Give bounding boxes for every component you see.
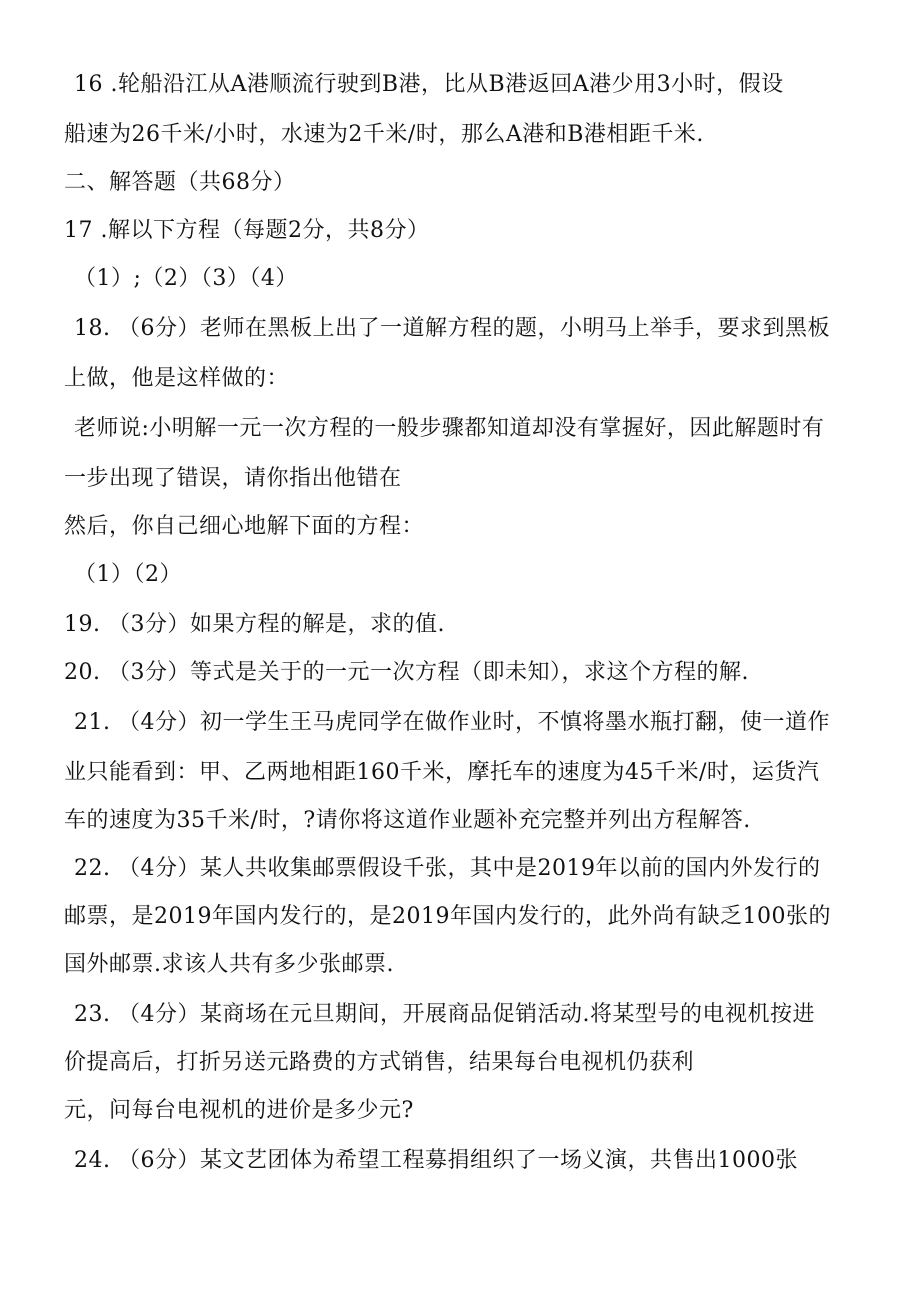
text-line: （1）（2）	[74, 562, 182, 587]
text-line: 22. （4分）某人共收集邮票假设千张，其中是2019年以前的国内外发行的	[74, 856, 821, 881]
text-line: 23. （4分）某商场在元旦期间，开展商品促销活动.将某型号的电视机按进	[74, 1002, 815, 1027]
section-heading: 二、解答题（共68分）	[64, 170, 296, 195]
text-line: 19. （3分）如果方程的解是，求的值.	[64, 612, 445, 637]
text-line: 国外邮票.求该人共有多少张邮票.	[64, 952, 394, 977]
text-line: 21. （4分）初一学生王马虎同学在做作业时，不慎将墨水瓶打翻，使一道作	[74, 710, 830, 735]
text-line: 价提高后，打折另送元路费的方式销售，结果每台电视机仍获利	[64, 1050, 695, 1075]
text-line: 车的速度为35千米/时，?请你将这道作业题补充完整并列出方程解答.	[64, 808, 751, 833]
text-line: 老师说:小明解一元一次方程的一般步骤都知道却没有掌握好，因此解题时有	[74, 416, 825, 441]
text-line: 邮票，是2019年国内发行的，是2019年国内发行的，此外尚有缺乏100张的	[64, 904, 831, 929]
text-line: 16 .轮船沿江从A港顺流行驶到B港，比从B港返回A港少用3小时，假设	[74, 72, 784, 97]
text-line: 20. （3分）等式是关于的一元一次方程（即未知），求这个方程的解.	[64, 660, 749, 685]
text-line: 业只能看到：甲、乙两地相距160千米，摩托车的速度为45千米/时，运货汽	[64, 760, 820, 785]
text-line: 24. （6分）某文艺团体为希望工程募捐组织了一场义演，共售出1000张	[74, 1148, 798, 1173]
text-line: （1）;（2）（3）（4）	[74, 266, 298, 291]
text-line: 18. （6分）老师在黑板上出了一道解方程的题，小明马上举手，要求到黑板	[74, 316, 830, 341]
text-line: 然后，你自己细心地解下面的方程：	[64, 514, 425, 539]
text-line: 船速为26千米/小时，水速为2千米/时，那么A港和B港相距千米.	[64, 122, 704, 147]
text-line: 17 .解以下方程（每题2分，共8分）	[64, 218, 430, 243]
text-line: 元，问每台电视机的进价是多少元?	[64, 1098, 414, 1123]
text-line: 上做，他是这样做的：	[64, 366, 290, 391]
text-line: 一步出现了错误，请你指出他错在	[64, 466, 402, 491]
